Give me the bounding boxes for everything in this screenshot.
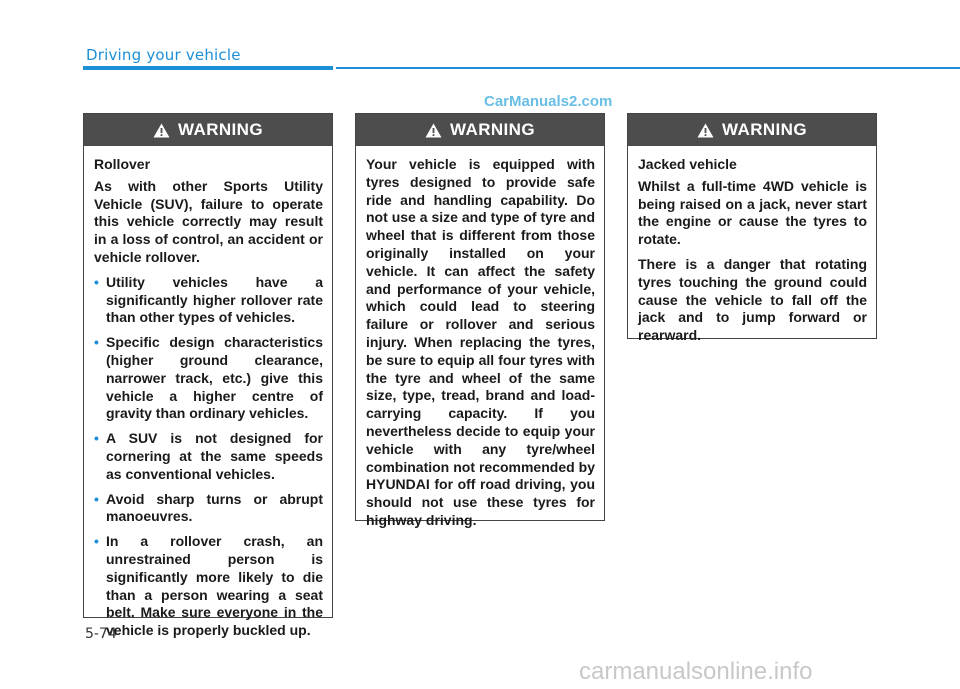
- section-title: Driving your vehicle: [86, 46, 241, 64]
- warning-heading: WARNING: [722, 120, 807, 139]
- warning-title: Rollover: [94, 156, 151, 172]
- warning-body: Your vehicle is equipped with tyres designed to provide safe ride and handling capability. Do not use a size and type of tyre and wheel that is different from those originally installed on your vehicle. It can affect the safety and performance of your vehicle, which could lead to steering failure or rollover and serious injury. When replacing the tyres, be sure to equip all four tyres with the tyre and wheel of the same size, type, tread, brand and load-carrying capacity. If you nevertheless decide to equip your vehicle with any tyre/wheel combination not recommended by HYUNDAI for off road driving, you should not use these tyres for highway driving.: [366, 156, 595, 528]
- warning-bullet-list: [94, 274, 323, 640]
- warning-box-tyres: [355, 113, 605, 528]
- warning-triangle-icon: [425, 123, 442, 138]
- list-item: • Avoid sharp turns or abrupt manoeuvres.: [94, 490, 323, 525]
- warning-paragraph: Whilst a full-time 4WD vehicle is being raised on a jack, never start the engine or cause the tyres to rotate.: [638, 177, 867, 248]
- list-item: • Specific design characteristics (higher ground clearance, narrower track, etc.) give this vehicle a higher centre of gravity than ordinary vehicles.: [94, 334, 323, 422]
- footer-watermark: carmanualsonline.info: [579, 658, 813, 685]
- warning-paragraph: There is a danger that rotating tyres touching the ground could cause the vehicle to fall off the jack and to jump forward or rearward.: [638, 255, 867, 344]
- warning-title: Jacked vehicle: [638, 156, 737, 172]
- warning-header: [356, 114, 604, 146]
- warning-triangle-icon: [697, 123, 714, 138]
- warning-header: [628, 114, 876, 146]
- top-watermark: CarManuals2.com: [484, 93, 613, 110]
- list-item: • A SUV is not designed for cornering at the same speeds as conventional vehicles.: [94, 430, 323, 482]
- warning-header: [84, 114, 332, 146]
- list-item: • In a rollover crash, an unrestrained person is significantly more likely to die than a person wearing a seat belt. Make sure everyone in the vehicle is properly buckled up.: [94, 533, 323, 639]
- warning-triangle-icon: [153, 123, 170, 138]
- warning-heading: WARNING: [450, 120, 535, 139]
- warning-heading: WARNING: [178, 120, 263, 139]
- list-item: • Utility vehicles have a significantly higher rollover rate than other types of vehicles.: [94, 273, 323, 326]
- warning-box-jacked-vehicle: [627, 113, 877, 344]
- header-rule-thick: [83, 66, 333, 70]
- page-number: 5-74: [85, 626, 117, 642]
- warning-intro: As with other Sports Utility Vehicle (SUV), failure to operate this vehicle correctly may result in a loss of control, an accident or vehicle rollover.: [94, 177, 323, 265]
- header-rule-thin: [336, 67, 960, 69]
